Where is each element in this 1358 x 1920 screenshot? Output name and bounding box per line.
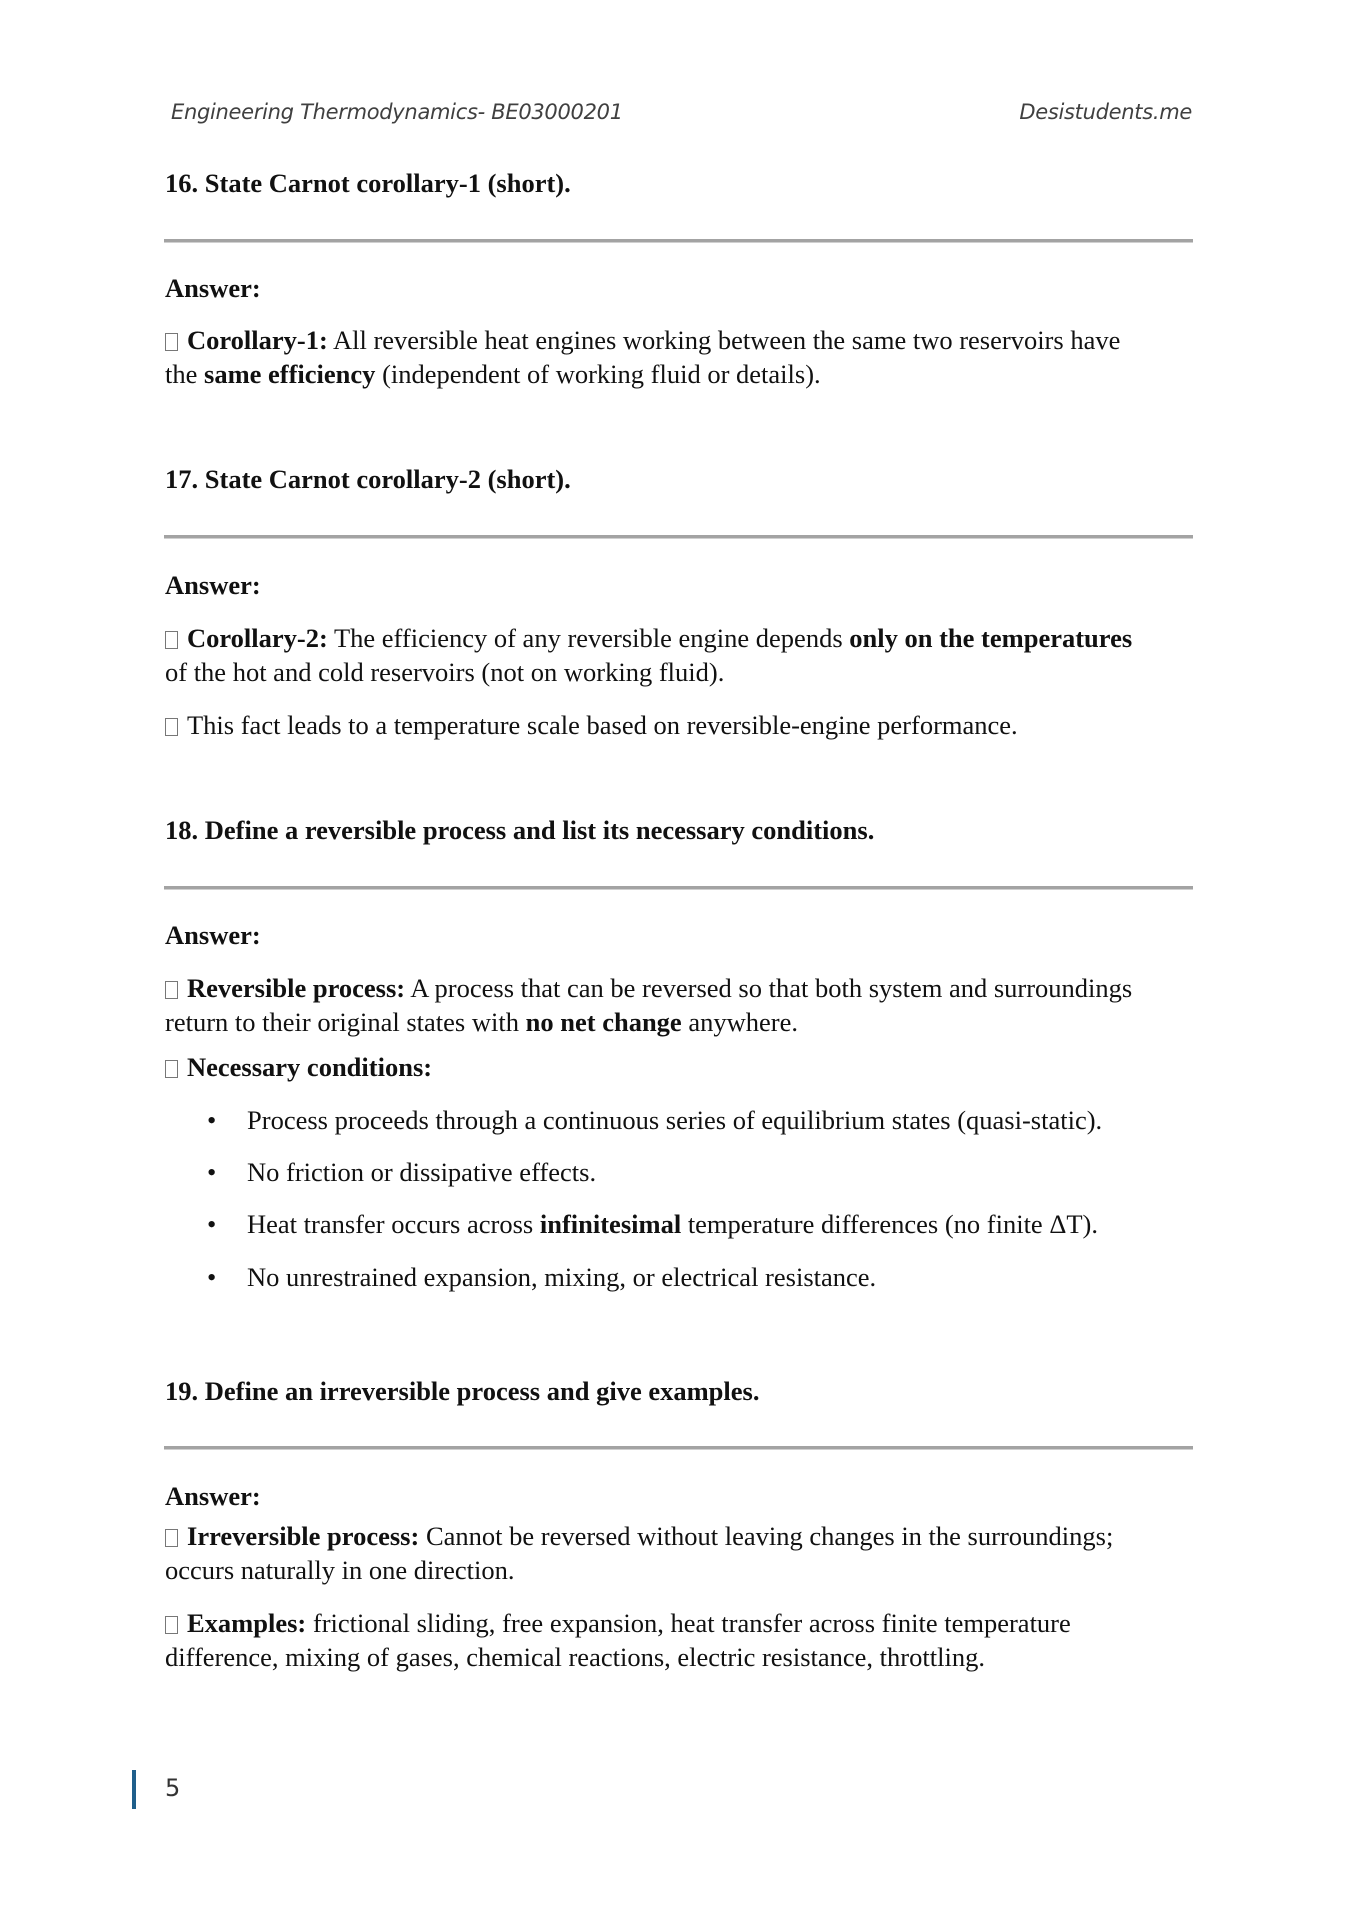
bold-text-run: Corollary-2: (187, 623, 328, 653)
bold-text-run: Necessary conditions: (187, 1052, 433, 1082)
question-18-title: 18. Define a reversible process and list its necessary conditions. (165, 815, 875, 845)
question-19-paragraph (165, 1519, 1113, 1587)
question-19-title: 19. Define an irreversible process and give examples. (165, 1376, 760, 1406)
bullet-icon: • (207, 1105, 217, 1135)
text-run: anywhere. (681, 1007, 798, 1037)
footer-accent-bar (132, 1770, 136, 1809)
text-run: return to their original states with (165, 1007, 526, 1037)
missing-glyph-box-icon (165, 631, 178, 649)
text-run: This fact leads to a temperature scale based on reversible-engine performance. (187, 710, 1018, 740)
bold-text-run: Examples: (187, 1608, 307, 1638)
text-run: difference, mixing of gases, chemical reactions, electric resistance, throttling. (165, 1642, 985, 1672)
text-run: No friction or dissipative effects. (247, 1157, 597, 1187)
text-run: Process proceeds through a continuous series of equilibrium states (quasi-static). (247, 1105, 1103, 1135)
question-18-answer-label: Answer: (165, 920, 261, 950)
bold-text-run: same efficiency (204, 359, 376, 389)
bold-text-run: Reversible process: (187, 973, 406, 1003)
question-18-paragraph (165, 1050, 432, 1084)
bold-text-run: no net change (525, 1007, 682, 1037)
bold-text-run: Irreversible process: (187, 1521, 420, 1551)
text-run: occurs naturally in one direction. (165, 1555, 515, 1585)
header-course-title: Engineering Thermodynamics- BE03000201 (171, 100, 623, 124)
missing-glyph-box-icon (165, 1529, 178, 1547)
condition-list-item (247, 1260, 876, 1294)
bullet-icon: • (207, 1209, 217, 1239)
question-17-divider (164, 535, 1193, 539)
paragraph-line (165, 708, 1018, 742)
paragraph-line (165, 1005, 1132, 1039)
missing-glyph-box-icon (165, 981, 178, 999)
paragraph-line (165, 1640, 1071, 1674)
paragraph-line (165, 971, 1132, 1005)
text-run: Heat transfer occurs across (247, 1209, 540, 1239)
question-19-paragraph (165, 1606, 1071, 1674)
text-run: A process that can be reversed so that both system and surroundings (405, 973, 1133, 1003)
text-run: of the hot and cold reservoirs (not on working fluid). (165, 657, 725, 687)
header-site-name: Desistudents.me (1019, 100, 1192, 124)
question-17-paragraph (165, 708, 1018, 742)
question-17-answer-label: Answer: (165, 570, 261, 600)
paragraph-line (165, 1519, 1113, 1553)
question-18-divider (164, 886, 1193, 890)
question-16-divider (164, 239, 1193, 243)
bold-text-run: infinitesimal (539, 1209, 682, 1239)
question-17-title: 17. State Carnot corollary-2 (short). (165, 464, 571, 494)
missing-glyph-box-icon (165, 1060, 178, 1078)
text-run: (independent of working fluid or details). (375, 359, 821, 389)
missing-glyph-box-icon (165, 333, 178, 351)
question-18-paragraph (165, 971, 1132, 1039)
condition-list-item (247, 1207, 1098, 1241)
page-number: 5 (165, 1774, 181, 1802)
text-run: No unrestrained expansion, mixing, or electrical resistance. (247, 1262, 877, 1292)
paragraph-line (165, 655, 1132, 689)
question-16-title: 16. State Carnot corollary-1 (short). (165, 168, 571, 198)
bullet-icon: • (207, 1157, 217, 1187)
bullet-icon: • (207, 1262, 217, 1292)
question-16-paragraph (165, 323, 1120, 391)
missing-glyph-box-icon (165, 718, 178, 736)
text-run: Cannot be reversed without leaving changes in the surroundings; (419, 1521, 1114, 1551)
question-19-divider (164, 1446, 1193, 1450)
question-16-answer-label: Answer: (165, 273, 261, 303)
question-19-answer-label: Answer: (165, 1481, 261, 1511)
question-17-paragraph (165, 621, 1132, 689)
paragraph-line (165, 621, 1132, 655)
text-run: the (165, 359, 204, 389)
bold-text-run: only on the temperatures (849, 623, 1133, 653)
missing-glyph-box-icon (165, 1616, 178, 1634)
condition-list-item (247, 1155, 596, 1189)
paragraph-line (165, 323, 1120, 357)
paragraph-line (165, 357, 1120, 391)
text-run: temperature differences (no finite ΔT). (681, 1209, 1098, 1239)
paragraph-line (165, 1606, 1071, 1640)
text-run: frictional sliding, free expansion, heat transfer across finite temperature (306, 1608, 1071, 1638)
text-run: All reversible heat engines working between the same two reservoirs have (327, 325, 1121, 355)
paragraph-line (165, 1050, 432, 1084)
text-run: The efficiency of any reversible engine depends (327, 623, 850, 653)
condition-list-item (247, 1103, 1102, 1137)
paragraph-line (165, 1553, 1113, 1587)
bold-text-run: Corollary-1: (187, 325, 328, 355)
